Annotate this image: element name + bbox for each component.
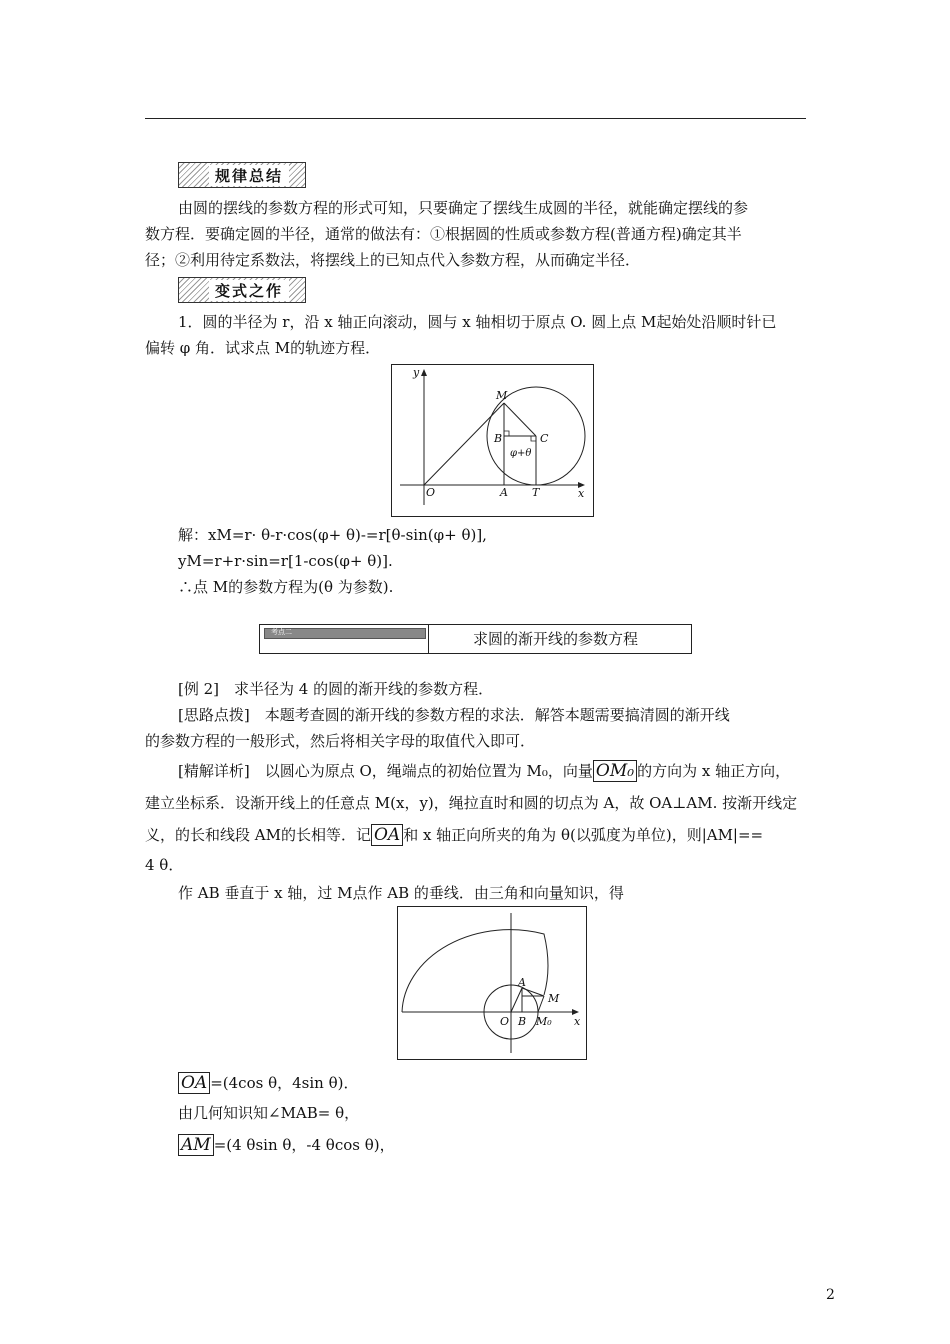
fig2-involute-curve bbox=[402, 930, 548, 1012]
hint-line-1: [思路点拨] 本题考查圆的渐开线的参数方程的求法．解答本题需要搞清圆的渐开线 bbox=[178, 706, 730, 724]
detail-line-2: 建立坐标系．设渐开线上的任意点 M(x，y)，绳拉直时和圆的切点为 A，故 OA⊥AM. 按渐开线定 bbox=[145, 794, 798, 812]
detail-line-1a: [精解详析] 以圆心为原点 O，绳端点的初始位置为 M₀，向量 bbox=[178, 762, 593, 780]
problem-line-2: 偏转 φ 角．试求点 M的轨迹方程． bbox=[145, 339, 381, 357]
detail-line-1 bbox=[178, 758, 790, 784]
fig1-y-arrow bbox=[421, 369, 427, 376]
detail-line-5: 作 AB 垂直于 x 轴，过 M点作 AB 的垂线．由三角和向量知识，得 bbox=[178, 884, 624, 902]
hint-line-2: 的参数方程的一般形式，然后将相关字母的取值代入即可． bbox=[145, 732, 536, 750]
fig2-line-OA bbox=[511, 988, 522, 1012]
fig1-label-y: y bbox=[413, 366, 420, 379]
fig1-right-angle-B bbox=[504, 431, 509, 436]
fig1-label-T: T bbox=[532, 486, 540, 499]
fig2-label-M0: M₀ bbox=[536, 1015, 552, 1028]
detail-line-3b: 和 x 轴正向所夹的角为 θ(以弧度为单位)，则|AM|== bbox=[403, 826, 764, 844]
summary-line-1: 由圆的摆线的参数方程的形式可知，只要确定了摆线生成圆的半径，就能确定摆线的参 bbox=[178, 199, 749, 217]
summary-line-3: 径；②利用待定系数法，将摆线上的已知点代入参数方程，从而确定半径． bbox=[145, 251, 641, 269]
solution-line-2: yM=r+r·sin=r[1-cos(φ+ θ)]. bbox=[178, 552, 393, 570]
fig1-line-OM bbox=[424, 403, 504, 485]
result-line-angle: 由几何知识知∠MAB= θ， bbox=[178, 1104, 360, 1122]
fig2-label-B: B bbox=[518, 1015, 527, 1028]
vector-am-result: AM bbox=[178, 1134, 214, 1156]
result-am-eq: =(4 θsin θ，-4 θcos θ)， bbox=[213, 1136, 395, 1154]
fig2-line-M0M bbox=[538, 996, 544, 1012]
section-header-title: 求圆的渐开线的参数方程 bbox=[473, 630, 639, 648]
vector-oa: OA bbox=[371, 824, 403, 846]
section-header bbox=[259, 624, 692, 654]
fig2-label-M: M bbox=[548, 992, 560, 1005]
fig2-line-AM bbox=[522, 988, 544, 996]
detail-line-4: 4 θ． bbox=[145, 856, 184, 874]
problem-line-1: 1．圆的半径为 r，沿 x 轴正向滚动，圆与 x 轴相切于原点 O. 圆上点 M起始处沿顺时针已 bbox=[178, 313, 777, 331]
section-header-divider bbox=[428, 625, 429, 653]
vector-oa-result: OA bbox=[178, 1072, 210, 1094]
fig1-label-C: C bbox=[540, 432, 549, 445]
solution-line-3: ∴点 M的参数方程为(θ 为参数). bbox=[178, 578, 394, 596]
cycloid-figure bbox=[391, 364, 594, 517]
variation-tag bbox=[178, 277, 306, 303]
page-number: 2 bbox=[826, 1287, 835, 1303]
fig1-right-angle-C bbox=[531, 436, 536, 441]
fig1-label-M: M bbox=[496, 389, 508, 402]
rule-summary-tag bbox=[178, 162, 306, 188]
detail-line-3 bbox=[145, 822, 763, 848]
fig2-label-O: O bbox=[500, 1015, 510, 1028]
result-line-oa bbox=[178, 1070, 358, 1096]
fig1-label-B: B bbox=[494, 432, 503, 445]
section-header-badge-text: 考点二 bbox=[271, 628, 292, 636]
fig1-label-x: x bbox=[578, 487, 585, 500]
result-oa-eq: =(4cos θ，4sin θ)． bbox=[210, 1074, 359, 1092]
detail-line-1b: 的方向为 x 轴正方向， bbox=[637, 762, 791, 780]
result-line-am bbox=[178, 1132, 395, 1158]
summary-line-2: 数方程．要确定圆的半径，通常的做法有：①根据圆的性质或参数方程(普通方程)确定其半 bbox=[145, 225, 742, 243]
header-rule bbox=[145, 118, 806, 119]
fig1-label-O: O bbox=[426, 486, 436, 499]
fig2-label-x: x bbox=[574, 1015, 581, 1028]
vector-om0: OM₀ bbox=[593, 760, 637, 782]
example-line: [例 2] 求半径为 4 的圆的渐开线的参数方程． bbox=[178, 680, 494, 698]
involute-figure bbox=[397, 906, 587, 1060]
solution-line-1: 解：xM=r· θ-r·cos(φ+ θ)-=r[θ-sin(φ+ θ)], bbox=[178, 526, 487, 544]
fig2-label-A: A bbox=[518, 976, 526, 989]
fig1-label-A: A bbox=[500, 486, 508, 499]
section-header-badge bbox=[264, 628, 426, 639]
variation-label: 变式之作 bbox=[209, 280, 289, 301]
fig1-label-angle: φ+θ bbox=[510, 448, 532, 459]
detail-line-3a: 义，的长和线段 AM的长相等．记 bbox=[145, 826, 371, 844]
rule-summary-label: 规律总结 bbox=[209, 165, 289, 186]
